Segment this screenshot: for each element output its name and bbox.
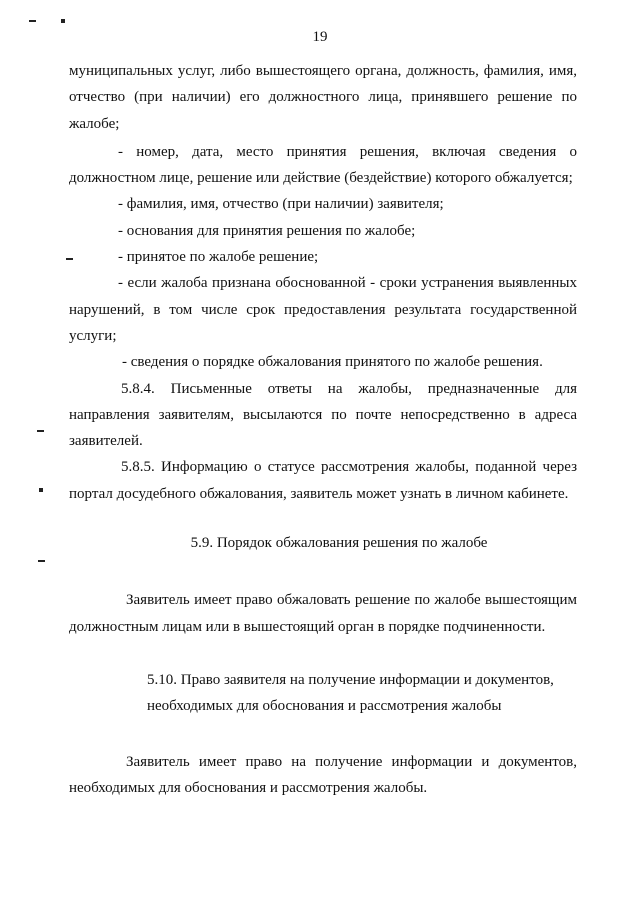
list-item-number-date: - номер, дата, место принятия решения, включая сведения о должностном лице, решение или действие (бездействие) которого обжалуется; bbox=[69, 143, 577, 187]
list-item-justified-complaint: - если жалоба признана обоснованной - сроки устранения выявленных нарушений, в том числе срок предоставления результата государственной услуги; bbox=[69, 275, 577, 344]
list-item-decision: - принятое по жалобе решение; bbox=[118, 249, 319, 266]
paragraph-5-8-4: 5.8.4. Письменные ответы на жалобы, предназначенные для направления заявителям, высылаются по почте непосредственно в адреса заявителей. bbox=[69, 380, 577, 450]
section-heading-5-9: 5.9. Порядок обжалования решения по жалобе bbox=[190, 535, 488, 552]
paragraph-muni-services: муниципальных услуг, либо вышестоящего органа, должность, фамилия, имя, отчество (при наличии) его должностного лица, принявшего решение по жалобе; bbox=[69, 63, 577, 132]
spacer bbox=[69, 556, 577, 587]
scan-speck bbox=[39, 488, 43, 492]
spacer bbox=[69, 720, 577, 749]
list-item-appeal-procedure: - сведения о порядке обжалования принятого по жалобе решения. bbox=[122, 354, 543, 371]
list-item-applicant-name: - фамилия, имя, отчество (при наличии) заявителя; bbox=[118, 196, 444, 213]
paragraph-5-9-body: Заявитель имеет право обжаловать решение по жалобе вышестоящим должностным лицам или в вышестоящий орган в порядке подчиненности. bbox=[69, 592, 577, 635]
scan-speck bbox=[61, 19, 65, 23]
page-number: 19 bbox=[312, 29, 328, 45]
paragraph-5-8-5: 5.8.5. Информацию о статусе рассмотрения жалобы, поданной через портал досудебного обжалования, заявитель может узнать в личном кабинете. bbox=[69, 459, 577, 502]
scan-speck bbox=[29, 20, 36, 22]
spacer bbox=[69, 507, 577, 530]
document-body bbox=[69, 58, 577, 801]
paragraph-5-10-body: Заявитель имеет право на получение информации и документов, необходимых для обоснования и рассмотрения жалобы. bbox=[69, 753, 577, 796]
scan-speck bbox=[37, 430, 44, 432]
section-heading-5-10-line1: 5.10. Право заявителя на получение информации и документов, bbox=[147, 671, 554, 688]
list-item-grounds: - основания для принятия решения по жалобе; bbox=[118, 222, 416, 239]
scan-speck bbox=[38, 560, 45, 562]
spacer bbox=[69, 640, 577, 667]
section-heading-5-10-line2: необходимых для обоснования и рассмотрения жалобы bbox=[147, 698, 502, 715]
